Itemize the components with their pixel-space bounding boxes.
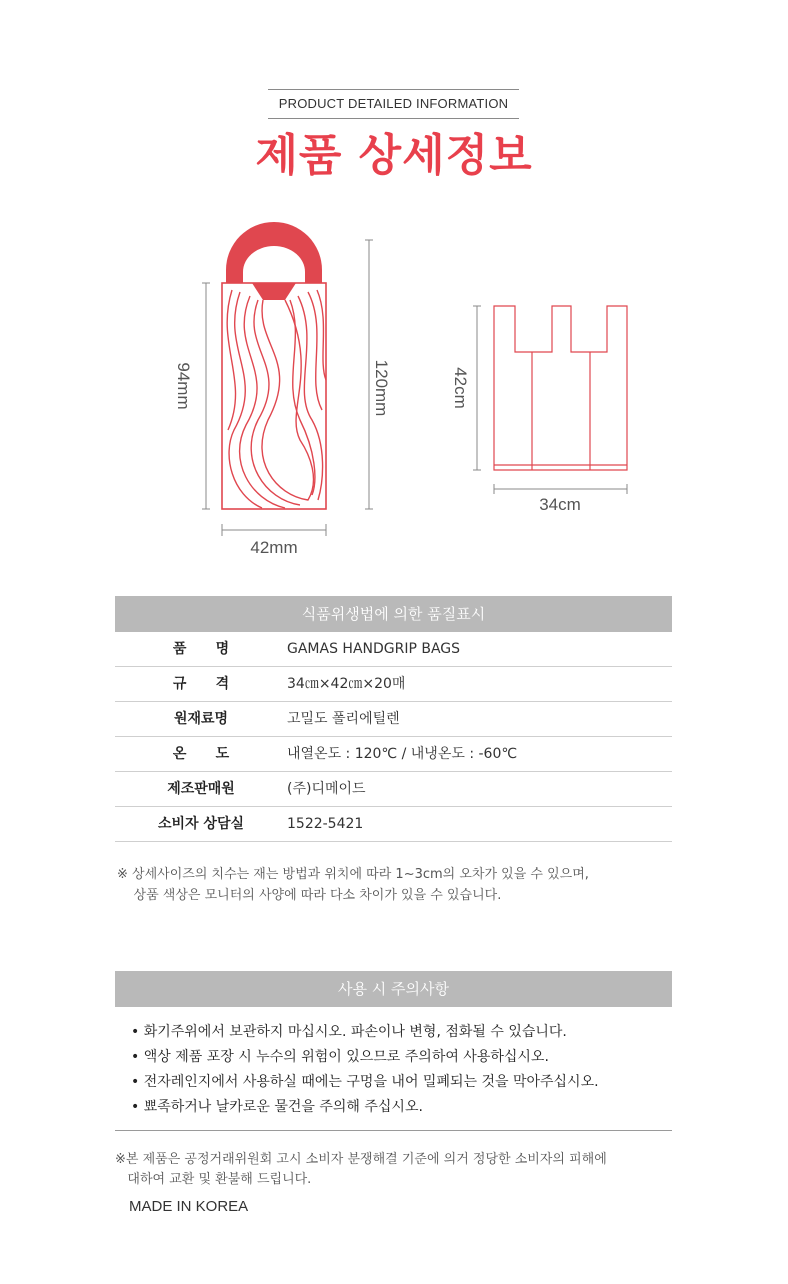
right-bag-dimension-lines — [473, 306, 627, 494]
product-dimension-diagram — [0, 0, 788, 580]
table-row — [115, 737, 672, 772]
right-bag-height: 42cm — [451, 367, 470, 409]
table-row — [115, 807, 672, 842]
spec-label: 온 도 — [172, 746, 230, 762]
spec-value: 내열온도 : 120℃ / 내냉온도 : -60℃ — [287, 746, 518, 762]
header-subtitle: PRODUCT DETAILED INFORMATION — [278, 96, 509, 111]
table-row — [115, 702, 672, 737]
table-row — [115, 632, 672, 667]
caution-list — [131, 1020, 599, 1120]
left-bag-width: 42mm — [250, 538, 298, 557]
size-note-line1: ※ 상세사이즈의 치수는 재는 방법과 위치에 따라 1~3cm의 오차가 있을 수 있으며, — [117, 867, 589, 882]
table-row — [115, 772, 672, 807]
spec-table-header: 식품위생법에 의한 품질표시 — [115, 596, 672, 632]
table-row — [115, 667, 672, 702]
list-item: • 액상 제품 포장 시 누수의 위험이 있으므로 주의하여 사용하십시오. — [131, 1049, 549, 1065]
page-title: 제품 상세정보 — [255, 130, 533, 181]
spec-label: 소비자 상담실 — [157, 816, 245, 832]
spec-value: (주)디메이드 — [287, 781, 366, 797]
list-item: • 뾰족하거나 날카로운 물건을 주의해 주십시오. — [131, 1099, 423, 1115]
size-note-line2: 상품 색상은 모니터의 사양에 따라 다소 차이가 있을 수 있습니다. — [117, 888, 502, 903]
origin-label: MADE IN KOREA — [129, 1198, 249, 1215]
refund-note-line1: ※본 제품은 공정거래위원회 고시 소비자 분쟁해결 기준에 의거 정당한 소비자의 피해에 — [115, 1152, 607, 1167]
caution-header: 사용 시 주의사항 — [115, 971, 672, 1007]
spec-value: 34㎝×42㎝×20매 — [287, 676, 406, 692]
spec-label: 규 격 — [172, 676, 230, 692]
spec-value: 1522-5421 — [287, 816, 364, 832]
refund-note-line2: 대하여 교환 및 환불해 드립니다. — [115, 1172, 312, 1187]
spec-value: 고밀도 폴리에틸렌 — [287, 711, 400, 727]
left-bag-total-height: 120mm — [372, 359, 391, 417]
rolled-bag-illustration — [222, 222, 326, 509]
spec-label: 제조판매원 — [167, 781, 235, 797]
left-bag-body-height: 94mm — [174, 362, 193, 410]
spec-value: GAMAS HANDGRIP BAGS — [287, 641, 461, 657]
spec-label: 원재료명 — [173, 711, 229, 727]
divider — [115, 1130, 672, 1131]
right-bag-width: 34cm — [539, 495, 581, 514]
list-item: • 화기주위에서 보관하지 마십시오. 파손이나 변형, 점화될 수 있습니다. — [131, 1024, 567, 1040]
spec-label: 품 명 — [172, 641, 230, 657]
list-item: • 전자레인지에서 사용하실 때에는 구멍을 내어 밀폐되는 것을 막아주십시오. — [131, 1074, 599, 1090]
flat-bag-illustration — [494, 306, 627, 470]
